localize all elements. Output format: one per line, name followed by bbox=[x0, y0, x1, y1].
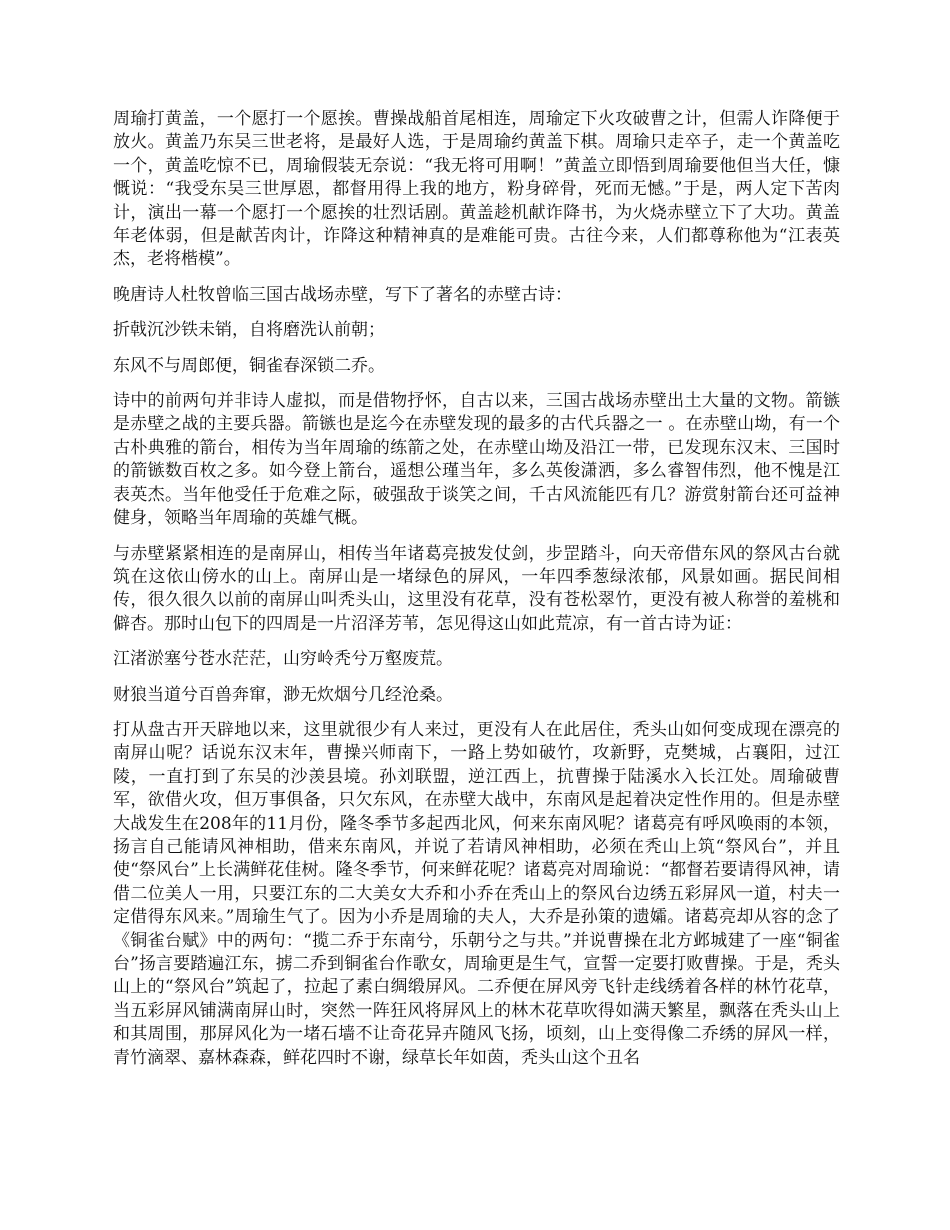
paragraph-east-wind-story: 打从盘古开天辟地以来，这里就很少有人来过，更没有人在此居住，秃头山如何变成现在漂亮的南屏山呢？话说东汉末年，曹操兴师南下，一路上势如破竹，攻新野，克樊城，占襄阳，过江陵，一直打到了东吴的沙羡县境。孙刘联盟，逆江西上，抗曹操于陆溪水入长江处。周瑜破曹军，欲借火攻，但万事俱备，只欠东风，在赤壁大战中，东南风是起着决定性作用的。但是赤壁大战发生在208年的11月份，隆冬季节多起西北风，何来东南风呢？诸葛亮有呼风唤雨的本领，扬言自己能请风神相助，借来东南风，并说了若请风神相助，必须在秃山上筑“祭风台”，并且使“祭风台”上长满鲜花佳树。隆冬季节，何来鲜花呢？诸葛亮对周瑜说：“都督若要请得风神，请借二位美人一用，只要江东的二大美女大乔和小乔在秃山上的祭风台边绣五彩屏风一道，村夫一定借得东风来。”周瑜生气了。因为小乔是周瑜的夫人，大乔是孙策的遗孀。诸葛亮却从容的念了《铜雀台赋》中的两句：“揽二乔于东南兮，乐朝兮之与共。”并说曹操在北方邺城建了一座“铜雀台”扬言要踏遍江东，掳二乔到铜雀台作歌女，周瑜更是生气，宣誓一定要打败曹操。于是，秃头山上的“祭风台”筑起了，拉起了素白绸缎屏风。二乔便在屏风旁飞针走线绣着各样的林竹花草，当五彩屏风铺满南屏山时，突然一阵狂风将屏风上的林木花草吹得如满天繁星，飘落在秃头山上和其周围，那屏风化为一堵石墙不让奇花异卉随风飞扬，顷刻，山上变得像二乔绣的屏风一样，青竹滴翠、嘉林森森，鲜花四时不谢，绿草长年如茵，秃头山这个丑名 bbox=[113, 719, 840, 1068]
paragraph-nanping-mountain: 与赤壁紧紧相连的是南屏山，相传当年诸葛亮披发仗剑，步罡踏斗，向天帝借东风的祭风古台就筑在这依山傍水的山上。南屏山是一堵绿色的屏风，一年四季葱绿浓郁，风景如画。据民间相传，很久很久以前的南屏山叫秃头山，这里没有花草，没有苍松翠竹，更没有被人称誉的羞桃和僻杏。那时山包下的四周是一片沼泽芳苇，怎见得这山如此荒凉，有一首古诗为证： bbox=[113, 543, 840, 634]
ancient-poem-line-2: 财狼当道兮百兽奔窜，渺无炊烟兮几经沧桑。 bbox=[113, 684, 453, 705]
document-body bbox=[113, 108, 840, 1082]
ancient-poem-line-1: 江渚淤塞兮苍水茫茫，山穷岭秃兮万壑废荒。 bbox=[113, 649, 453, 670]
paragraph-arrowheads: 诗中的前两句并非诗人虚拟，而是借物抒怀，自古以来，三国古战场赤壁出土大量的文物。箭镞是赤壁之战的主要兵器。箭镞也是迄今在赤壁发现的最多的古代兵器之一 。在赤壁山坳，有一个古朴典雅的箭台，相传为当年周瑜的练箭之处，在赤壁山坳及沿江一带，已发现东汉末、三国时的箭镞数百枚之多。如今登上箭台，遥想公瑾当年，多么英俊潇洒，多么睿智伟烈，他不愧是江表英杰。当年他受任于危难之际，破强敌于谈笑之间，千古风流能匹有几？游赏射箭台还可益神健身，领略当年周瑜的英雄气概。 bbox=[113, 391, 840, 529]
poem-line-2: 东风不与周郎便，铜雀春深锁二乔。 bbox=[113, 355, 385, 376]
paragraph-du-mu-intro: 晚唐诗人杜牧曾临三国古战场赤壁，写下了著名的赤壁古诗： bbox=[113, 284, 572, 305]
paragraph-huang-gai: 周瑜打黄盖，一个愿打一个愿挨。曹操战船首尾相连，周瑜定下火攻破曹之计，但需人诈降便于放火。黄盖乃东吴三世老将，是最好人选，于是周瑜约黄盖下棋。周瑜只走卒子，走一个黄盖吃一个，黄盖吃惊不已，周瑜假装无奈说：“我无将可用啊！”黄盖立即悟到周瑜要他但当大任，慷慨说：“我受东吴三世厚恩，都督用得上我的地方，粉身碎骨，死而无憾。”于是，两人定下苦肉计，演出一幕一个愿打一个愿挨的壮烈话剧。黄盖趁机献诈降书，为火烧赤壁立下了大功。黄盖年老体弱，但是献苦肉计，诈降这种精神真的是难能可贵。古往今来，人们都尊称他为“江表英杰，老将楷模”。 bbox=[113, 109, 840, 270]
poem-line-1: 折戟沉沙铁未销，自将磨洗认前朝； bbox=[113, 320, 385, 341]
